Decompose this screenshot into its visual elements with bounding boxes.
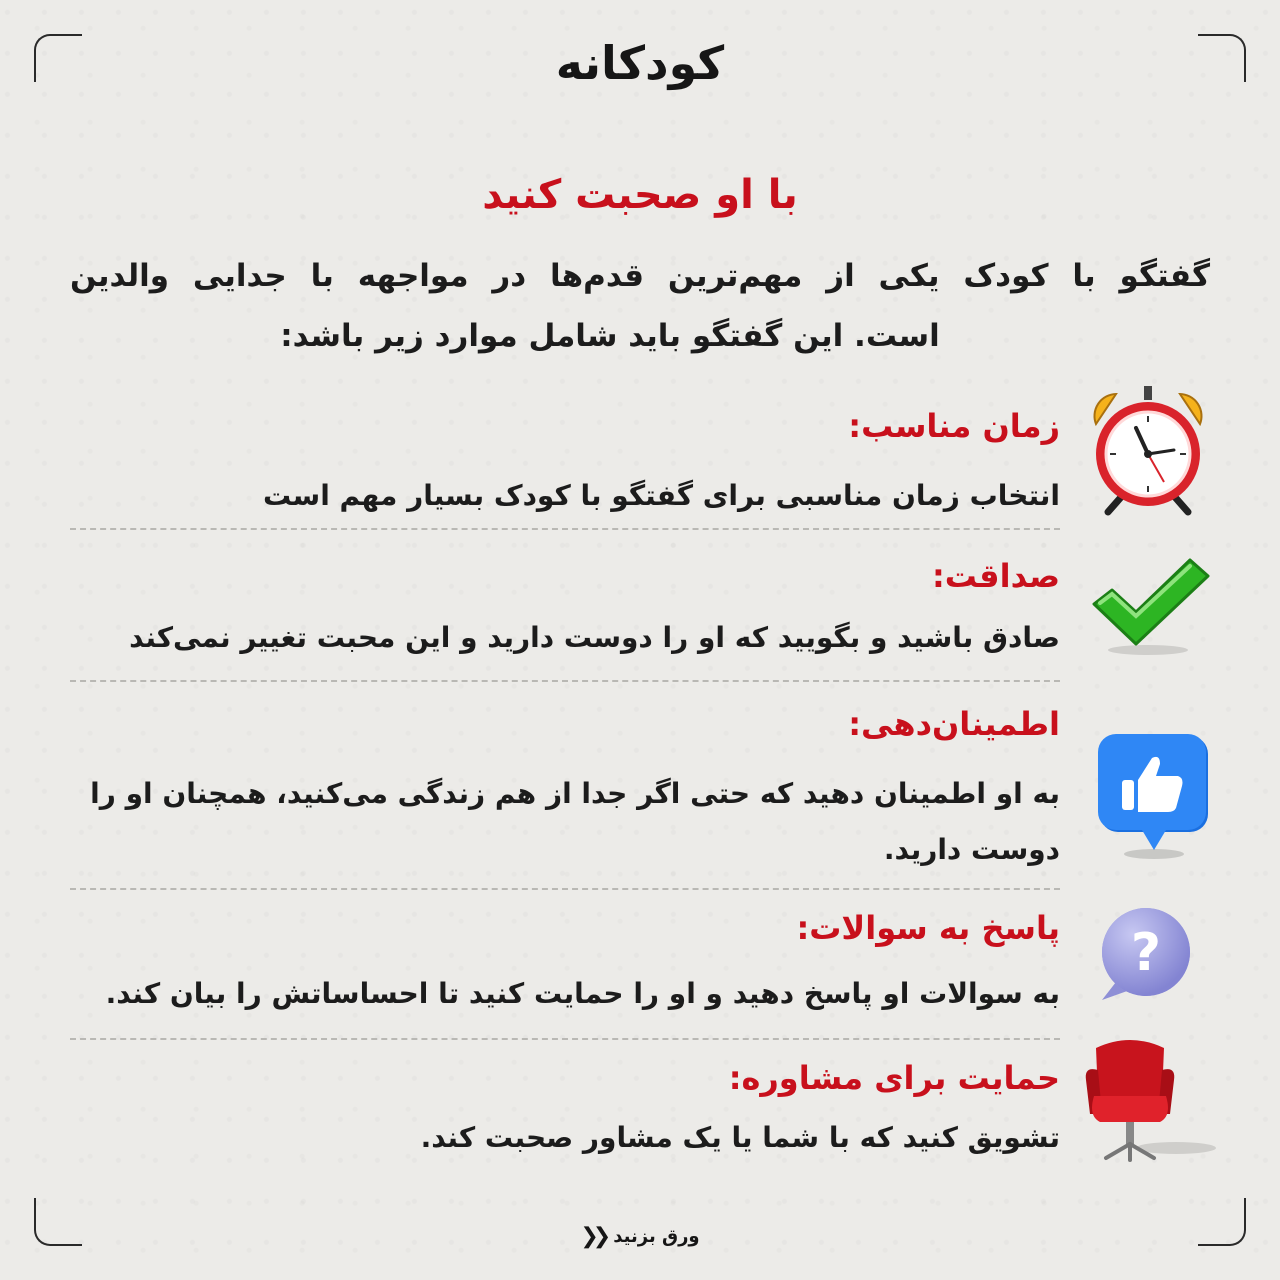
section-body: به سوالات او پاسخ دهید و او را حمایت کنید تا احساساتش را بیان کند. [105,977,1060,1010]
section-honesty [60,552,1060,666]
corner-bracket-top-left [34,34,82,82]
section-right-time [60,402,1060,524]
svg-text:?: ? [1130,923,1162,983]
section-title: حمایت برای مشاوره: [728,1059,1060,1097]
section-divider [70,528,1060,530]
section-body: به او اطمینان دهید که حتی اگر جدا از هم زندگی می‌کنید، همچنان او را دوست دارید. [90,777,1060,866]
armchair-icon [1080,1030,1220,1164]
section-title: اطمینان‌دهی: [848,705,1060,743]
section-body: انتخاب زمان مناسبی برای گفتگو با کودک بسیار مهم است [263,479,1060,512]
section-divider [70,680,1060,682]
alarm-clock-icon [1086,384,1210,516]
intro-line-1: گفتگو با کودک یکی از مهم‌ترین قدم‌ها در مواجهه با جدایی والدین [70,258,1210,294]
section-title: پاسخ به سوالات: [796,909,1060,947]
corner-bracket-top-right [1198,34,1246,82]
section-counseling-support [60,1054,1060,1166]
page-title: با او صحبت کنید [482,172,798,218]
swipe-label: ورق بزنید [613,1225,700,1247]
check-mark-icon [1090,556,1210,656]
section-divider [70,1038,1060,1040]
section-body: تشویق کنید که با شما یا یک مشاور صحبت کند. [420,1121,1060,1154]
section-title: زمان مناسب: [848,407,1060,445]
swipe-hint[interactable] [560,1218,720,1254]
section-answer-questions [60,904,1060,1022]
thumbs-up-icon [1094,730,1212,860]
section-body: صادق باشید و بگویید که او را دوست دارید و این محبت تغییر نمی‌کند [129,621,1060,654]
intro-paragraph [70,246,1210,366]
section-divider [70,888,1060,890]
brand-logo: کودکانه [555,36,725,90]
section-reassurance [60,700,1060,878]
double-chevron-left-icon: ❮❮ [580,1223,606,1249]
question-bubble-icon [1096,906,1192,1002]
intro-line-2: است. این گفتگو باید شامل موارد زیر باشد: [280,318,940,354]
corner-bracket-bottom-left [34,1198,82,1246]
section-title: صداقت: [932,557,1060,595]
corner-bracket-bottom-right [1198,1198,1246,1246]
